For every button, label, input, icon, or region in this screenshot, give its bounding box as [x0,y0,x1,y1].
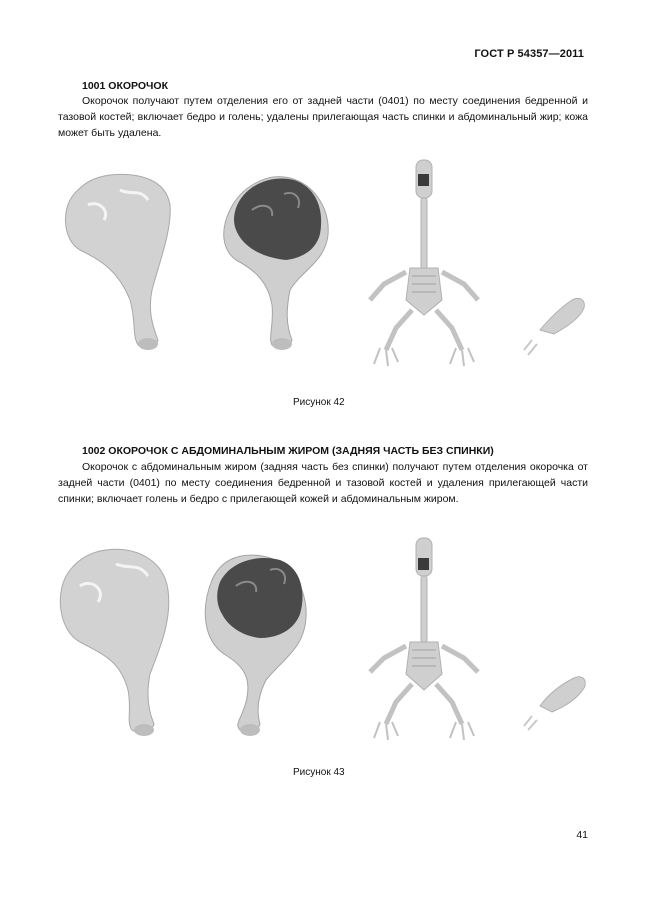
standard-number: ГОСТ Р 54357—2011 [474,48,584,60]
figure-43 [40,530,600,750]
chicken-skeleton-diagram [370,538,478,740]
leg-quarter-fat-inside-photo [205,555,306,736]
figure-42-caption: Рисунок 42 [293,397,345,408]
figure-43-caption: Рисунок 43 [293,767,345,778]
leg-quarter-fat-skin-photo [60,549,169,736]
leg-quarter-inside-photo [224,177,328,350]
section-1001-text: Окорочок получают путем отделения его от задней части (0401) по месту соединения бедренной и тазовой костей; включает бедро и голень; удалены прилегающая часть спинки и абдоминальный жир; кожа может быть удалена. [58,95,588,139]
chicken-skeleton-diagram [370,160,478,366]
section-1002-heading: 1002 ОКОРОЧОК С АБДОМИНАЛЬНЫМ ЖИРОМ (ЗАДНЯЯ ЧАСТЬ БЕЗ СПИНКИ) [82,445,494,457]
section-1002-text: Окорочок с абдоминальным жиром (задняя часть без спинки) получают путем отделения окорочка от задней части (0401) по месту соединения бедренной и тазовой костей и удаления прилегающей части спинки; включает голень и бедро с прилегающей кожей и абдоминальным жиром. [58,461,588,505]
leg-bones-highlight [524,677,585,730]
figure-42 [40,150,600,380]
leg-quarter-skin-photo [65,174,170,350]
page-number: 41 [576,829,588,841]
section-1001-heading: 1001 ОКОРОЧОК [82,80,169,92]
leg-bones-highlight [524,298,584,355]
